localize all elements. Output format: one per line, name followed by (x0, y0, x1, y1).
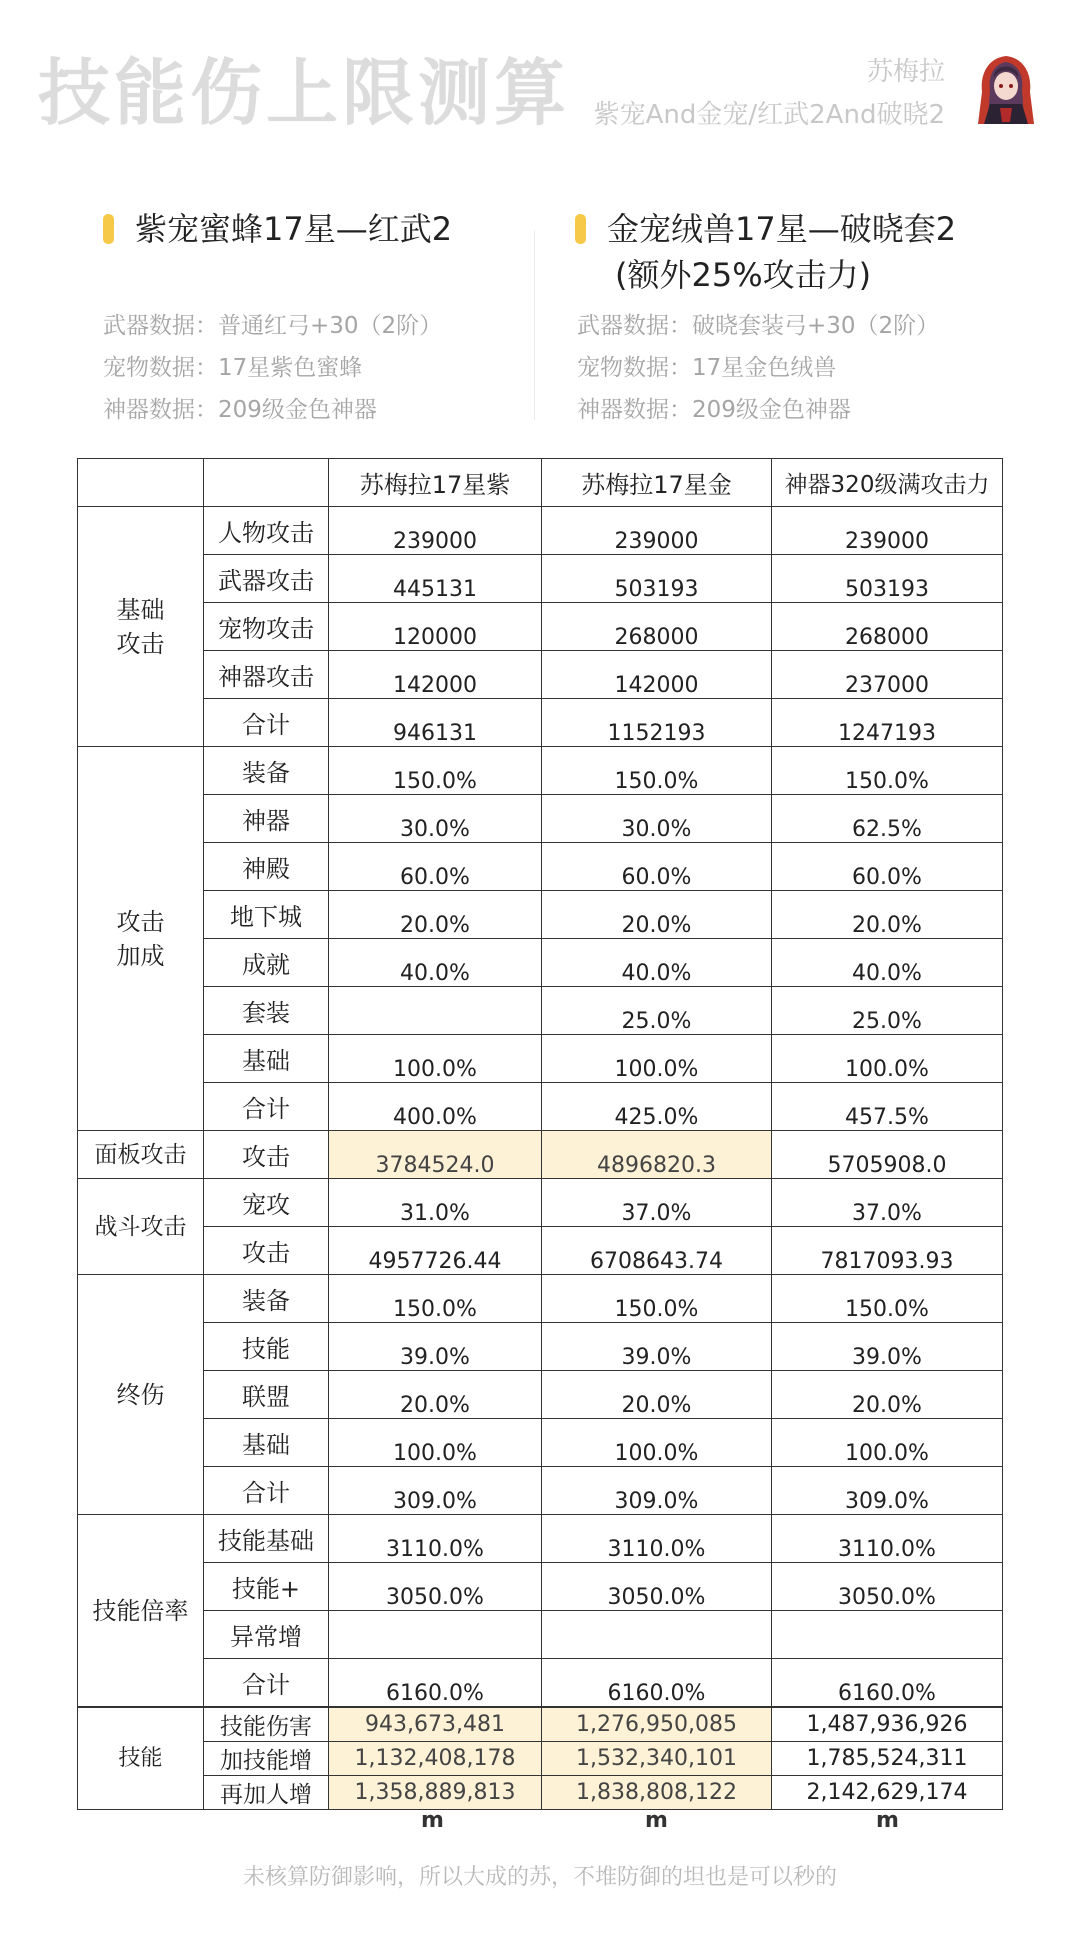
row-label: 技能基础 (204, 1515, 329, 1563)
cell: 142000 (329, 651, 542, 699)
cell: 20.0% (772, 891, 1003, 939)
cell: 400.0% (329, 1083, 542, 1131)
cell: 100.0% (542, 1419, 772, 1467)
col-header: 苏梅拉17星紫 (329, 459, 542, 507)
table-row (78, 603, 1003, 651)
cell: 150.0% (542, 747, 772, 795)
accent-bar (103, 214, 114, 244)
table-row (78, 795, 1003, 843)
cell: 237000 (772, 651, 1003, 699)
row-label: 攻击 (204, 1131, 329, 1179)
right-pet-info: 宠物数据：17星金色绒兽 (577, 355, 837, 381)
group-rate: 技能倍率 (78, 1515, 204, 1708)
row-label: 合计 (204, 1083, 329, 1131)
row-label: 加技能增 (204, 1742, 329, 1776)
cell: 20.0% (329, 891, 542, 939)
row-label: 宠攻 (204, 1179, 329, 1227)
cell: 5705908.0 (772, 1131, 1003, 1179)
cell: 3110.0% (772, 1515, 1003, 1563)
cell: 239000 (542, 507, 772, 555)
cell-highlight: 943,673,481 (329, 1707, 542, 1742)
cell: 150.0% (772, 1275, 1003, 1323)
right-section-title: 金宠绒兽17星—破晓套2 (额外25%攻击力) (575, 206, 956, 298)
cell: 150.0% (772, 747, 1003, 795)
table-row (78, 1371, 1003, 1419)
cell-highlight: 1,532,340,101 (542, 1742, 772, 1776)
table-row (78, 891, 1003, 939)
cell: 239000 (772, 507, 1003, 555)
row-label: 再加人增 (204, 1776, 329, 1810)
table-row (78, 1179, 1003, 1227)
cell: 150.0% (542, 1275, 772, 1323)
column-divider (534, 230, 535, 420)
table-row (78, 843, 1003, 891)
cell: 30.0% (542, 795, 772, 843)
cell: 30.0% (329, 795, 542, 843)
page-title: 技能伤上限测算 (38, 51, 571, 135)
cell: 1152193 (542, 699, 772, 747)
right-weapon-info: 武器数据：破晓套装弓+30（2阶） (577, 313, 940, 339)
cell: 3050.0% (542, 1563, 772, 1611)
cell: 40.0% (329, 939, 542, 987)
left-pet-info: 宠物数据：17星紫色蜜蜂 (103, 355, 363, 381)
table-row (78, 1419, 1003, 1467)
left-section-title: 紫宠蜜蜂17星—红武2 (103, 206, 452, 252)
row-label: 攻击 (204, 1227, 329, 1275)
row-label: 异常增 (204, 1611, 329, 1659)
cell: 3050.0% (772, 1563, 1003, 1611)
right-artifact-info: 神器数据：209级金色神器 (577, 397, 851, 423)
table-row (78, 1227, 1003, 1275)
table-row (78, 747, 1003, 795)
table-row (78, 1131, 1003, 1179)
row-label: 人物攻击 (204, 507, 329, 555)
accent-bar (575, 214, 586, 244)
left-weapon-info: 武器数据：普通红弓+30（2阶） (103, 313, 443, 339)
table-row (78, 1563, 1003, 1611)
cell: 20.0% (772, 1371, 1003, 1419)
row-label: 联盟 (204, 1371, 329, 1419)
left-artifact-info: 神器数据：209级金色神器 (103, 397, 377, 423)
cell: 60.0% (772, 843, 1003, 891)
character-avatar (970, 52, 1042, 128)
cell: 946131 (329, 699, 542, 747)
right-info (577, 305, 939, 431)
cell: 1,487,936,926 (772, 1707, 1003, 1742)
cell: 1,785,524,311 (772, 1742, 1003, 1776)
table-row (78, 1467, 1003, 1515)
unit-label: m (645, 1808, 668, 1833)
cell: 40.0% (772, 939, 1003, 987)
cell: 309.0% (772, 1467, 1003, 1515)
cell: 60.0% (542, 843, 772, 891)
row-label: 基础 (204, 1035, 329, 1083)
cell: 20.0% (329, 1371, 542, 1419)
unit-label: m (876, 1808, 899, 1833)
row-label: 合计 (204, 1467, 329, 1515)
table-row (78, 1659, 1003, 1708)
cell: 309.0% (329, 1467, 542, 1515)
group-bonus: 攻击加成 (78, 747, 204, 1131)
row-label: 套装 (204, 987, 329, 1035)
cell-highlight: 3784524.0 (329, 1131, 542, 1179)
cell: 150.0% (329, 1275, 542, 1323)
header-subtitle: 紫宠And金宠/红武2And破晓2 (593, 100, 945, 130)
cell-highlight: 1,276,950,085 (542, 1707, 772, 1742)
row-label: 成就 (204, 939, 329, 987)
cell: 25.0% (772, 987, 1003, 1035)
row-label: 合计 (204, 699, 329, 747)
footer-note: 未核算防御影响，所以大成的苏，不堆防御的坦也是可以秒的 (242, 1865, 837, 1890)
table-row (78, 1035, 1003, 1083)
cell: 150.0% (329, 747, 542, 795)
group-battle: 战斗攻击 (78, 1179, 204, 1275)
row-label: 地下城 (204, 891, 329, 939)
cell: 60.0% (329, 843, 542, 891)
table-row (78, 987, 1003, 1035)
cell: 239000 (329, 507, 542, 555)
table-row (78, 699, 1003, 747)
cell: 268000 (542, 603, 772, 651)
cell: 268000 (772, 603, 1003, 651)
cell (329, 1611, 542, 1659)
cell: 100.0% (772, 1035, 1003, 1083)
header-info (594, 52, 945, 138)
row-label: 技能 (204, 1323, 329, 1371)
table-row (78, 507, 1003, 555)
cell: 4957726.44 (329, 1227, 542, 1275)
group-final: 终伤 (78, 1275, 204, 1515)
character-name: 苏梅拉 (866, 57, 945, 87)
cell: 20.0% (542, 891, 772, 939)
damage-table (77, 458, 1003, 1810)
table-row (78, 939, 1003, 987)
cell: 309.0% (542, 1467, 772, 1515)
row-label: 宠物攻击 (204, 603, 329, 651)
cell: 503193 (542, 555, 772, 603)
cell: 445131 (329, 555, 542, 603)
row-label: 技能+ (204, 1563, 329, 1611)
group-panel: 面板攻击 (78, 1131, 204, 1179)
table-row (78, 1275, 1003, 1323)
cell: 3050.0% (329, 1563, 542, 1611)
left-info (103, 305, 442, 431)
cell: 3110.0% (542, 1515, 772, 1563)
cell (542, 1611, 772, 1659)
table-row (78, 1742, 1003, 1776)
cell: 20.0% (542, 1371, 772, 1419)
cell: 40.0% (542, 939, 772, 987)
row-label: 技能伤害 (204, 1707, 329, 1742)
row-label: 合计 (204, 1659, 329, 1708)
cell: 37.0% (542, 1179, 772, 1227)
cell: 37.0% (772, 1179, 1003, 1227)
cell: 425.0% (542, 1083, 772, 1131)
table-row (78, 1083, 1003, 1131)
cell: 3110.0% (329, 1515, 542, 1563)
cell: 39.0% (329, 1323, 542, 1371)
cell: 457.5% (772, 1083, 1003, 1131)
table-row (78, 1707, 1003, 1742)
row-label: 装备 (204, 747, 329, 795)
cell: 6160.0% (329, 1659, 542, 1708)
cell: 6708643.74 (542, 1227, 772, 1275)
cell: 100.0% (542, 1035, 772, 1083)
row-label: 基础 (204, 1419, 329, 1467)
group-skill: 技能 (78, 1707, 204, 1810)
cell: 503193 (772, 555, 1003, 603)
col-header: 神器320级满攻击力 (772, 459, 1003, 507)
cell: 39.0% (772, 1323, 1003, 1371)
cell: 1247193 (772, 699, 1003, 747)
cell: 100.0% (329, 1419, 542, 1467)
cell: 31.0% (329, 1179, 542, 1227)
cell: 100.0% (772, 1419, 1003, 1467)
row-label: 神殿 (204, 843, 329, 891)
table-row (78, 1776, 1003, 1810)
cell: 100.0% (329, 1035, 542, 1083)
row-label: 神器攻击 (204, 651, 329, 699)
group-base: 基础攻击 (78, 507, 204, 747)
table-row (78, 651, 1003, 699)
cell: 7817093.93 (772, 1227, 1003, 1275)
header-blank (78, 459, 204, 507)
table-row (78, 1323, 1003, 1371)
cell: 6160.0% (772, 1659, 1003, 1708)
row-label: 神器 (204, 795, 329, 843)
table-row (78, 1515, 1003, 1563)
header-blank (204, 459, 329, 507)
unit-label: m (421, 1808, 444, 1833)
row-label: 武器攻击 (204, 555, 329, 603)
cell-highlight: 1,358,889,813 (329, 1776, 542, 1810)
row-label: 装备 (204, 1275, 329, 1323)
cell: 25.0% (542, 987, 772, 1035)
cell: 120000 (329, 603, 542, 651)
cell (772, 1611, 1003, 1659)
cell: 62.5% (772, 795, 1003, 843)
table-row (78, 555, 1003, 603)
cell: 142000 (542, 651, 772, 699)
header-row (78, 459, 1003, 507)
cell-highlight: 1,838,808,122 (542, 1776, 772, 1810)
cell: 39.0% (542, 1323, 772, 1371)
cell: 6160.0% (542, 1659, 772, 1708)
cell (329, 987, 542, 1035)
cell: 2,142,629,174 (772, 1776, 1003, 1810)
cell-highlight: 4896820.3 (542, 1131, 772, 1179)
col-header: 苏梅拉17星金 (542, 459, 772, 507)
table-row (78, 1611, 1003, 1659)
cell-highlight: 1,132,408,178 (329, 1742, 542, 1776)
